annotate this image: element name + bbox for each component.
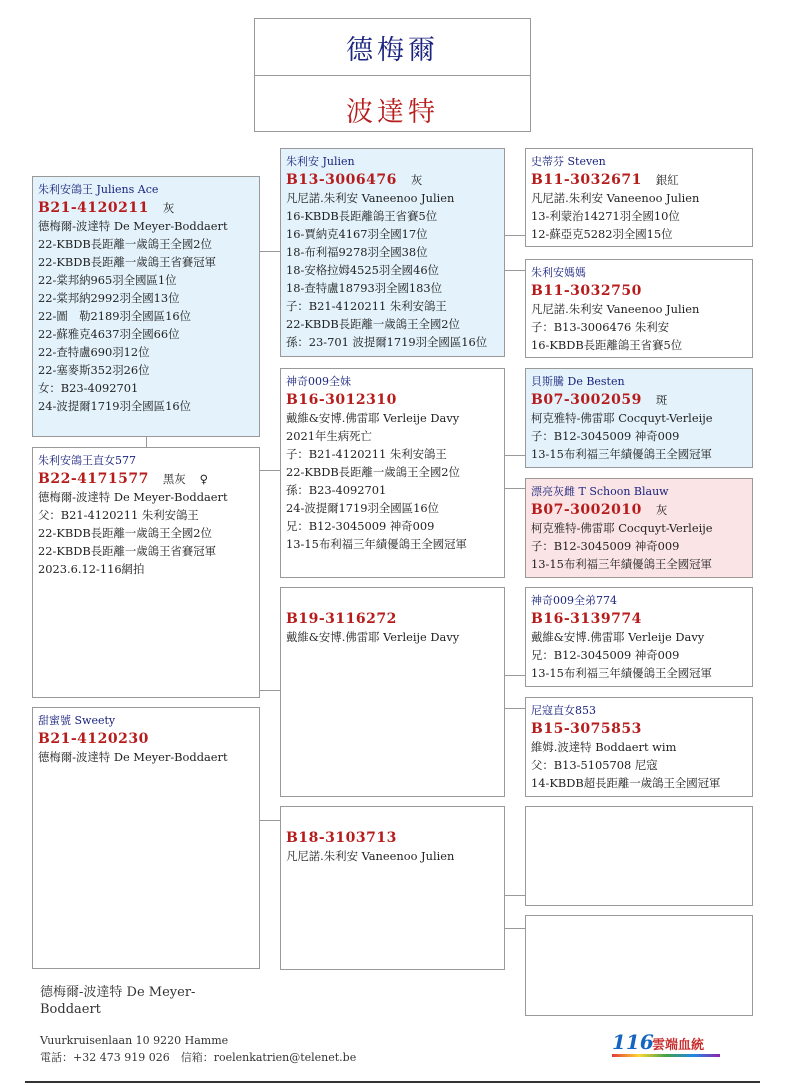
title-top: 德梅爾 [346, 35, 439, 66]
detail-line: 22-KBDB長距離一歲鴿王省賽冠軍 [38, 255, 217, 269]
pigeon-details [531, 189, 747, 243]
owner-contact [40, 1032, 356, 1066]
connector [505, 928, 525, 929]
pigeon-card-dam[interactable] [32, 707, 260, 969]
ring-number [286, 171, 499, 189]
pigeon-card-sibling[interactable] [32, 447, 260, 698]
detail-line: 子：B12-3045009 神奇009 [531, 539, 680, 553]
detail-line: 22-塞麥斯352羽26位 [38, 363, 150, 377]
detail-line: 16-KBDB長距離鴿王省賽5位 [286, 209, 438, 223]
detail-line: 子：B21-4120211 朱利安鴿王 [286, 299, 447, 313]
detail-line: 兄：B12-3045009 神奇009 [531, 648, 680, 662]
pigeon-card-gg3[interactable] [525, 368, 753, 468]
ring-text: B07-3002010 [531, 502, 642, 518]
detail-line: 孫：B23-4092701 [286, 483, 387, 497]
logo-underline [612, 1054, 720, 1057]
pigeon-card-gg4[interactable] [525, 478, 753, 578]
pigeon-card-gg5[interactable] [525, 587, 753, 687]
detail-line: 22-查特盧690羽12位 [38, 345, 150, 359]
pigeon-card-gg2[interactable] [525, 259, 753, 358]
detail-line: 子：B21-4120211 朱利安鴿王 [286, 447, 447, 461]
pigeon-details [38, 217, 254, 415]
detail-line: 13-利蒙治14271羽全國10位 [531, 209, 680, 223]
pigeon-details [38, 488, 254, 578]
detail-line: 戴維&安博.佛雷耶 Verleije Davy [531, 630, 705, 644]
feather-color: 灰 [655, 503, 668, 517]
pigeon-name: 朱利安 Julien [286, 155, 355, 168]
connector [505, 895, 525, 896]
connector [260, 690, 280, 691]
detail-line: 22-KBDB長距離一歲鴿王全國2位 [38, 237, 212, 251]
connector [505, 235, 525, 236]
detail-line: 凡尼諾.朱利安 Vaneenoo Julien [286, 191, 455, 205]
pigeon-card-gg1[interactable] [525, 148, 753, 247]
detail-line: 18-安格拉姆4525羽全國46位 [286, 263, 439, 277]
detail-line: 16-KBDB長距離鴿王省賽5位 [531, 338, 683, 352]
detail-line: 22-棠邦納2992羽全國13位 [38, 291, 180, 305]
ring-text: B11-3032671 [531, 172, 642, 188]
connector [505, 270, 525, 271]
connector [505, 675, 525, 676]
ring-number: B21-4120230 [38, 731, 149, 747]
detail-line: 2023.6.12-116網拍 [38, 562, 145, 576]
detail-line: 22-蘇雅克4637羽全國66位 [38, 327, 180, 341]
detail-line: 凡尼諾.朱利安 Vaneenoo Julien [286, 849, 455, 863]
ring-number [531, 391, 747, 409]
detail-line: 凡尼諾.朱利安 Vaneenoo Julien [531, 302, 700, 316]
pigeon-card-sire-dam[interactable] [280, 368, 505, 578]
detail-line: 戴維&安博.佛雷耶 Verleije Davy [286, 630, 460, 644]
detail-line: 14-KBDB超長距離一歲鴿王全國冠軍 [531, 776, 721, 790]
detail-line: 18-布利福9278羽全國38位 [286, 245, 428, 259]
pigeon-name: 甜蜜號 Sweety [38, 714, 116, 727]
pigeon-details [531, 628, 747, 682]
detail-line: 16-賈納克4167羽全國17位 [286, 227, 428, 241]
connector [260, 470, 280, 471]
detail-line: 柯克雅特-佛雷耶 Cocquyt-Verleije [531, 411, 713, 425]
logo-number: 116 [612, 1030, 654, 1054]
detail-line: 12-蘇亞克5282羽全國15位 [531, 227, 673, 241]
detail-line: 13-15布利福三年績優鴿王全國冠軍 [286, 537, 467, 551]
pigeon-card-gg6[interactable] [525, 697, 753, 797]
detail-line: 德梅爾-波達特 De Meyer-Boddaert [38, 750, 228, 764]
title-bottom: 波達特 [346, 97, 439, 128]
feather-color: 灰 [410, 173, 423, 187]
ring-text: B21-4120211 [38, 200, 149, 216]
pigeon-name: 漂亮灰雌 T Schoon Blauw [531, 485, 669, 498]
detail-line: 戴維&安博.佛雷耶 Verleije Davy [286, 411, 460, 425]
ring-number [38, 470, 254, 488]
detail-line: 24-波提爾1719羽全國區16位 [38, 399, 191, 413]
detail-line: 德梅爾-波達特 De Meyer-Boddaert [38, 219, 228, 233]
sex-icon: ♀ [199, 472, 209, 486]
ring-number: B15-3075853 [531, 721, 642, 737]
ring-number [531, 501, 747, 519]
detail-line: 22-KBDB長距離一歲鴿王全國2位 [286, 465, 460, 479]
detail-line: 凡尼諾.朱利安 Vaneenoo Julien [531, 191, 700, 205]
pigeon-card-empty-2[interactable] [525, 915, 753, 1016]
detail-line: 22-KBDB長距離一歲鴿王全國2位 [286, 317, 460, 331]
feather-color: 灰 [162, 201, 175, 215]
detail-line: 13-15布利福三年績優鴿王全國冠軍 [531, 557, 712, 571]
ring-text: B22-4171577 [38, 471, 149, 487]
ring-text: B07-3002059 [531, 392, 642, 408]
pedigree-title [254, 18, 531, 132]
pigeon-name: 朱利安鴿王直女577 [38, 454, 136, 467]
detail-line: 子：B12-3045009 神奇009 [531, 429, 680, 443]
feather-color: 斑 [655, 393, 668, 407]
pigeon-card-subject[interactable] [32, 176, 260, 437]
ring-number: B16-3012310 [286, 392, 397, 408]
pigeon-details [286, 628, 499, 646]
feather-color: 黑灰 [162, 472, 186, 486]
detail-line: 13-15布利福三年績優鴿王全國冠軍 [531, 666, 712, 680]
detail-line: 18-查特盧18793羽全國183位 [286, 281, 443, 295]
pigeon-name: 史蒂芬 Steven [531, 155, 606, 168]
pigeon-details [286, 409, 499, 553]
pigeon-name: 貝斯騰 De Besten [531, 375, 625, 388]
pigeon-name: 朱利安鴿王 Juliens Ace [38, 183, 159, 196]
pigeon-name: 朱利安媽媽 [531, 266, 586, 279]
logo-text: 雲端血統 [652, 1038, 705, 1053]
detail-line: 父：B21-4120211 朱利安鴿王 [38, 508, 199, 522]
detail-line: 德梅爾-波達特 De Meyer-Boddaert [38, 490, 228, 504]
feather-color: 銀紅 [655, 173, 679, 187]
pigeon-card-empty-1[interactable] [525, 806, 753, 906]
pigeon-name: 尼寇直女853 [531, 704, 596, 717]
pigeon-details [531, 738, 747, 792]
detail-line: 2021年生病死亡 [286, 429, 372, 443]
detail-line: 孫：23-701 波提爾1719羽全國區16位 [286, 335, 488, 349]
brand-logo [612, 1030, 722, 1056]
detail-line: 兄：B12-3045009 神奇009 [286, 519, 435, 533]
detail-line: 維姆.波達特 Boddaert wim [531, 740, 677, 754]
connector [260, 251, 280, 252]
pigeon-details [531, 300, 747, 354]
ring-text: B13-3006476 [286, 172, 397, 188]
owner-address: Vuurkruisenlaan 10 9220 Hamme [40, 1034, 229, 1047]
owner-name: 德梅爾-波達特 De Meyer-Boddaert [40, 985, 196, 1017]
pigeon-card-dam-sire[interactable] [280, 587, 505, 797]
owner-phone-email: 電話：+32 473 919 026 信箱：roelenkatrien@telenet.be [40, 1051, 357, 1064]
pigeon-name: 神奇009全弟774 [531, 594, 617, 607]
ring-number [38, 199, 254, 217]
detail-line: 父：B13-5105708 尼寇 [531, 758, 658, 772]
detail-line: 22-KBDB長距離一歲鴿王省賽冠軍 [38, 544, 217, 558]
detail-line: 24-波提爾1719羽全國區16位 [286, 501, 439, 515]
pigeon-details [531, 519, 747, 573]
bottom-rule [25, 1081, 760, 1083]
detail-line: 女：B23-4092701 [38, 381, 139, 395]
pigeon-card-dam-dam[interactable] [280, 806, 505, 970]
detail-line: 柯克雅特-佛雷耶 Cocquyt-Verleije [531, 521, 713, 535]
detail-line: 22-圖 勒2189羽全國區16位 [38, 309, 191, 323]
pigeon-details [531, 409, 747, 463]
connector [260, 820, 280, 821]
ring-number: B18-3103713 [286, 830, 397, 846]
ring-number [531, 171, 747, 189]
ring-number: B16-3139774 [531, 611, 642, 627]
pigeon-name: 神奇009全妹 [286, 375, 351, 388]
connector [505, 708, 525, 709]
pigeon-card-sire-sire[interactable] [280, 148, 505, 357]
ring-number: B11-3032750 [531, 283, 642, 299]
pigeon-details [286, 189, 499, 351]
detail-line: 22-棠邦納965羽全國區1位 [38, 273, 177, 287]
detail-line: 13-15布利福三年績優鴿王全國冠軍 [531, 447, 712, 461]
pigeon-details [286, 847, 499, 865]
detail-line: 22-KBDB長距離一歲鴿王全國2位 [38, 526, 212, 540]
title-divider [255, 75, 530, 76]
connector [505, 455, 525, 456]
connector [146, 437, 147, 447]
ring-number: B19-3116272 [286, 611, 397, 627]
connector [505, 488, 525, 489]
detail-line: 子：B13-3006476 朱利安 [531, 320, 670, 334]
pigeon-details [38, 748, 254, 766]
